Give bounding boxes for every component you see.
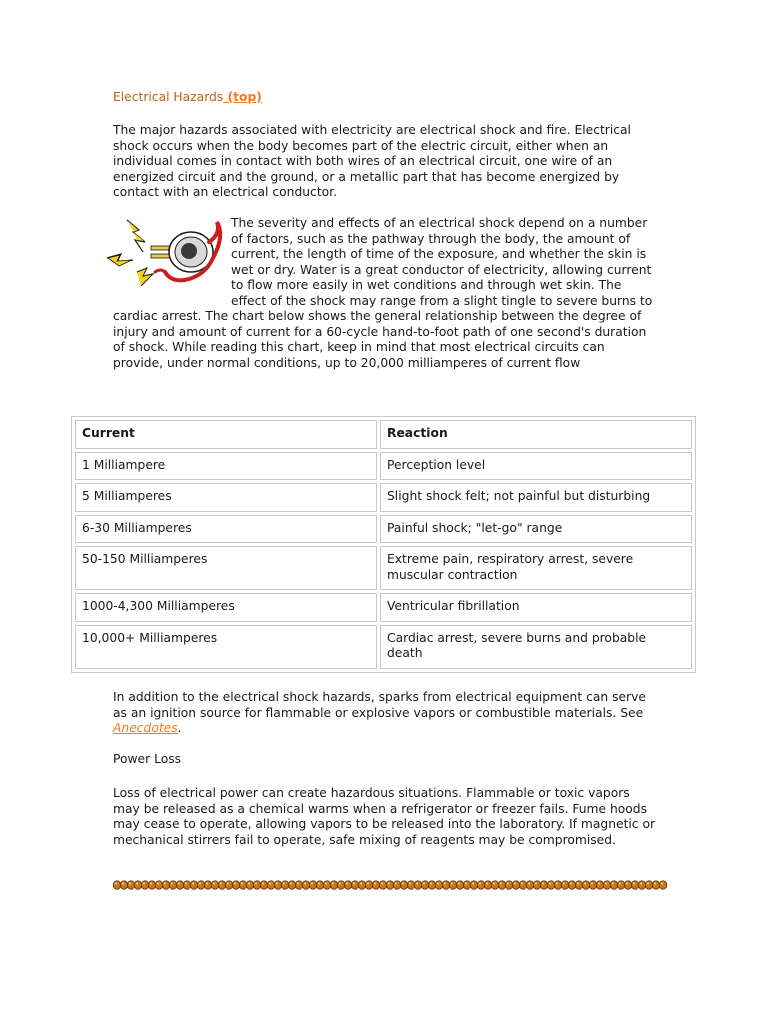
bead <box>267 881 275 889</box>
bead-highlight <box>423 882 425 884</box>
bead <box>141 881 149 889</box>
bead-highlight <box>122 882 124 884</box>
power-loss-heading: Power Loss <box>113 752 182 766</box>
bead <box>596 881 604 889</box>
bead <box>526 881 534 889</box>
bead <box>211 881 219 889</box>
top-link[interactable]: (top) <box>223 90 262 104</box>
bead-chain-divider <box>113 878 667 892</box>
bead-highlight <box>493 882 495 884</box>
bead <box>561 881 569 889</box>
bead-highlight <box>535 882 537 884</box>
bead-highlight <box>409 882 411 884</box>
table-row <box>75 515 692 544</box>
cell-reaction: Extreme pain, respiratory arrest, severe muscular contraction <box>380 546 692 590</box>
bead-highlight <box>353 882 355 884</box>
bead <box>295 881 303 889</box>
bead-highlight <box>437 882 439 884</box>
bead-highlight <box>374 882 376 884</box>
bead <box>379 881 387 889</box>
bead-highlight <box>143 882 145 884</box>
bead <box>253 881 261 889</box>
intro-paragraph: The major hazards associated with electricity are electrical shock and fire. Electrical shock occurs when the body becomes part of the electric circuit, either when an individual comes in contact with both wires of an electrical circuit, one wire of an energized circuit and the ground, or a metallic part that has become energized by contact with an electrical conductor. <box>113 123 631 199</box>
bead <box>589 881 597 889</box>
bead <box>127 881 135 889</box>
bead-highlight <box>458 882 460 884</box>
bead-highlight <box>283 882 285 884</box>
bead <box>631 881 639 889</box>
cell-current: 5 Milliamperes <box>75 483 377 512</box>
bead <box>498 881 506 889</box>
ignition-text-end: . <box>177 721 182 735</box>
bead <box>344 881 352 889</box>
bead-highlight <box>248 882 250 884</box>
bead <box>645 881 653 889</box>
bead <box>610 881 618 889</box>
bead <box>351 881 359 889</box>
bead <box>624 881 632 889</box>
bead-highlight <box>360 882 362 884</box>
bead <box>309 881 317 889</box>
bead <box>603 881 611 889</box>
bead <box>337 881 345 889</box>
severity-paragraph: The severity and effects of an electrical shock depend on a number of factors, such as the pathway through the body, the amount of current, the length of time of the exposure, and whether the skin is wet or dry. Water is a great conductor of electricity, allowing current to flow more easily in wet conditions and through wet skin. The effect of the shock may range from a slight tingle to severe burns to cardiac arrest. The chart below shows the general relationship between the degree of injury and amount of current for a 60-cycle hand-to-foot path of one second's duration of shock. While reading this chart, keep in mind that most electrical circuits can provide, under normal conditions, up to 20,000 milliamperes of current flow <box>113 216 653 370</box>
bead <box>155 881 163 889</box>
table-row <box>75 452 692 481</box>
bead-highlight <box>227 882 229 884</box>
severity-section <box>113 216 658 371</box>
bead <box>204 881 212 889</box>
bead-highlight <box>598 882 600 884</box>
bead-highlight <box>570 882 572 884</box>
bead <box>120 881 128 889</box>
cell-reaction: Slight shock felt; not painful but disturbing <box>380 483 692 512</box>
bead-highlight <box>199 882 201 884</box>
bead-highlight <box>346 882 348 884</box>
bead <box>512 881 520 889</box>
bead <box>386 881 394 889</box>
bead-highlight <box>136 882 138 884</box>
bead <box>330 881 338 889</box>
bead <box>659 881 667 889</box>
bead <box>239 881 247 889</box>
bead <box>400 881 408 889</box>
current-reaction-table <box>71 416 696 673</box>
bead-highlight <box>514 882 516 884</box>
bead-highlight <box>129 882 131 884</box>
bead-highlight <box>500 882 502 884</box>
bead-highlight <box>430 882 432 884</box>
bead <box>540 881 548 889</box>
bead <box>421 881 429 889</box>
bead-highlight <box>542 882 544 884</box>
bead-highlight <box>584 882 586 884</box>
bead <box>582 881 590 889</box>
cell-current: 6-30 Milliamperes <box>75 515 377 544</box>
bead <box>134 881 142 889</box>
bead <box>547 881 555 889</box>
bead-highlight <box>626 882 628 884</box>
bead-highlight <box>276 882 278 884</box>
bead-highlight <box>612 882 614 884</box>
bead <box>575 881 583 889</box>
bead <box>162 881 170 889</box>
bead <box>491 881 499 889</box>
cell-reaction: Painful shock; "let-go" range <box>380 515 692 544</box>
bead <box>274 881 282 889</box>
bead <box>463 881 471 889</box>
bead <box>372 881 380 889</box>
bead <box>477 881 485 889</box>
bead-highlight <box>563 882 565 884</box>
bead-highlight <box>479 882 481 884</box>
bead <box>323 881 331 889</box>
power-loss-paragraph: Loss of electrical power can create hazardous situations. Flammable or toxic vapors may be released as a chemical warms when a refrigerator or freezer fails. Fume hoods may cease to operate, allowing vapors to be released into the laboratory. If magnetic or mechanical stirrers fail to operate, safe mixing of reagents may be compromised. <box>113 786 656 847</box>
bead <box>183 881 191 889</box>
bead <box>414 881 422 889</box>
bead-highlight <box>164 882 166 884</box>
bead-highlight <box>171 882 173 884</box>
bead-highlight <box>297 882 299 884</box>
bead-highlight <box>332 882 334 884</box>
bead-highlight <box>661 882 663 884</box>
bead <box>358 881 366 889</box>
bead <box>232 881 240 889</box>
bead-highlight <box>311 882 313 884</box>
bead <box>218 881 226 889</box>
bead <box>281 881 289 889</box>
bead <box>638 881 646 889</box>
bead-highlight <box>465 882 467 884</box>
bead-highlight <box>577 882 579 884</box>
bead-highlight <box>325 882 327 884</box>
electric-plug-sparks-icon <box>105 216 231 294</box>
bead-highlight <box>304 882 306 884</box>
bead <box>302 881 310 889</box>
bead <box>169 881 177 889</box>
bead-highlight <box>605 882 607 884</box>
anecdotes-link[interactable]: Anecdotes <box>113 721 178 735</box>
bead-highlight <box>255 882 257 884</box>
bead <box>617 881 625 889</box>
bead <box>568 881 576 889</box>
bead-highlight <box>549 882 551 884</box>
bead <box>519 881 527 889</box>
bead-highlight <box>234 882 236 884</box>
bead-highlight <box>633 882 635 884</box>
table-row <box>75 546 692 590</box>
table-row <box>75 625 692 669</box>
bead <box>316 881 324 889</box>
bead <box>554 881 562 889</box>
bead <box>288 881 296 889</box>
bead-highlight <box>269 882 271 884</box>
bead-highlight <box>178 882 180 884</box>
bead-highlight <box>619 882 621 884</box>
bead-highlight <box>290 882 292 884</box>
bead <box>442 881 450 889</box>
bead-highlight <box>486 882 488 884</box>
column-header-reaction: Reaction <box>380 420 692 449</box>
bead <box>148 881 156 889</box>
bead-highlight <box>220 882 222 884</box>
bead-highlight <box>388 882 390 884</box>
bead <box>428 881 436 889</box>
bead-highlight <box>318 882 320 884</box>
bead <box>505 881 513 889</box>
bead-highlight <box>157 882 159 884</box>
bead-highlight <box>402 882 404 884</box>
bead <box>456 881 464 889</box>
bead-highlight <box>115 882 117 884</box>
bead-highlight <box>150 882 152 884</box>
bead-highlight <box>507 882 509 884</box>
bead-highlight <box>416 882 418 884</box>
bead <box>435 881 443 889</box>
ignition-text: In addition to the electrical shock hazards, sparks from electrical equipment can serve as an ignition source for flammable or explosive vapors or combustible materials. See <box>113 690 646 720</box>
bead-highlight <box>521 882 523 884</box>
bead-highlight <box>591 882 593 884</box>
bead <box>225 881 233 889</box>
bead-highlight <box>556 882 558 884</box>
bead-highlight <box>395 882 397 884</box>
bead-highlight <box>451 882 453 884</box>
bead <box>407 881 415 889</box>
bead-highlight <box>185 882 187 884</box>
cell-current: 1 Milliampere <box>75 452 377 481</box>
bead-highlight <box>367 882 369 884</box>
bead-highlight <box>213 882 215 884</box>
bead <box>533 881 541 889</box>
bead <box>652 881 660 889</box>
column-header-current: Current <box>75 420 377 449</box>
section-heading <box>113 90 658 106</box>
bead-highlight <box>647 882 649 884</box>
bead-highlight <box>192 882 194 884</box>
cell-reaction: Cardiac arrest, severe burns and probable death <box>380 625 692 669</box>
bead-highlight <box>241 882 243 884</box>
table-row <box>75 483 692 512</box>
cell-current: 1000-4,300 Milliamperes <box>75 593 377 622</box>
table-row <box>75 593 692 622</box>
bead <box>190 881 198 889</box>
bead <box>260 881 268 889</box>
cell-current: 50-150 Milliamperes <box>75 546 377 590</box>
bead-highlight <box>654 882 656 884</box>
bead <box>365 881 373 889</box>
bead-highlight <box>262 882 264 884</box>
bead-highlight <box>640 882 642 884</box>
table-header-row <box>75 420 692 449</box>
bead <box>470 881 478 889</box>
cell-reaction: Ventricular fibrillation <box>380 593 692 622</box>
bead <box>113 881 121 889</box>
bead-highlight <box>528 882 530 884</box>
cell-current: 10,000+ Milliamperes <box>75 625 377 669</box>
bead-highlight <box>444 882 446 884</box>
cell-reaction: Perception level <box>380 452 692 481</box>
bead <box>197 881 205 889</box>
bead-highlight <box>206 882 208 884</box>
bead <box>449 881 457 889</box>
ignition-paragraph <box>113 690 658 737</box>
bead <box>246 881 254 889</box>
bead-highlight <box>339 882 341 884</box>
bead-highlight <box>381 882 383 884</box>
bead-highlight <box>472 882 474 884</box>
bead <box>393 881 401 889</box>
bead <box>484 881 492 889</box>
section-title: Electrical Hazards <box>113 90 224 104</box>
bead <box>176 881 184 889</box>
